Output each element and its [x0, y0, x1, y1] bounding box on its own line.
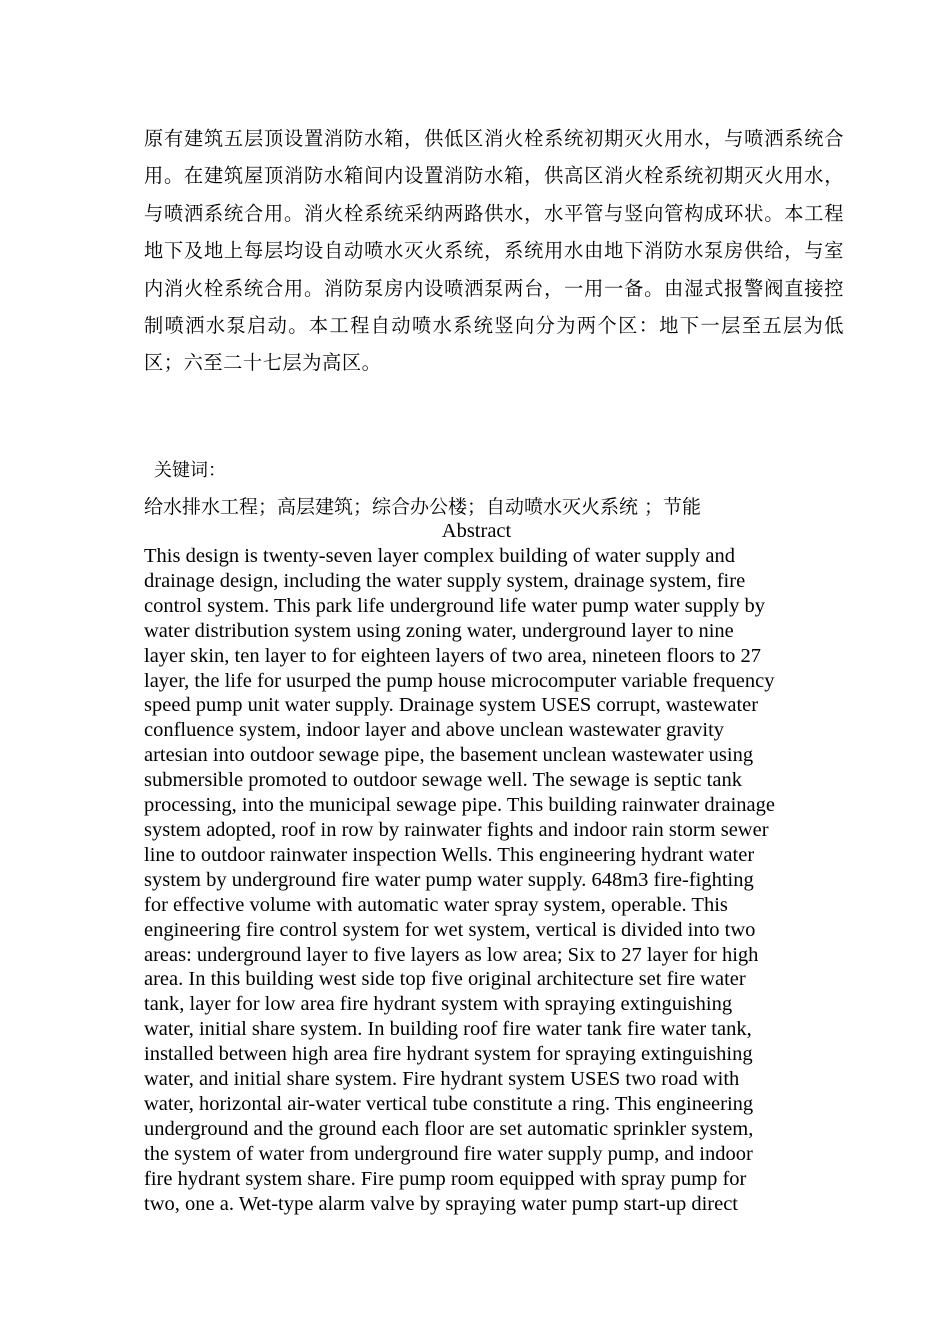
abstract-line: control system. This park life underground life water pump water supply by [144, 594, 765, 617]
abstract-line: This design is twenty-seven layer complex building of water supply and [144, 545, 735, 567]
abstract-line: speed pump unit water supply. Drainage system USES corrupt, wastewater [144, 694, 759, 717]
abstract-line: areas: underground layer to five layers as low area; Six to 27 layer for high [144, 943, 759, 966]
abstract-line: fire hydrant system share. Fire pump room equipped with spray pump for [144, 1167, 747, 1190]
chinese-body-paragraph: 原有建筑五层顶设置消防水箱，供低区消火栓系统初期灭火用水，与喷洒系统合用。在建筑屋顶消防水箱间内设置消防水箱，供高区消火栓系统初期灭火用水，与喷洒系统合用。消火栓系统采纳两路供水，水平管与竖向管构成环状。本工程地下及地上每层均设自动喷水灭火系统，系统用水由地下消防水泵房供给，与室内消火栓系统合用。消防泵房内设喷洒泵两台，一用一备。由湿式报警阀直接控制喷洒水泵启动。本工程自动喷水系统竖向分为两个区：地下一层至五层为低区；六至二十七层为高区。 [144, 127, 844, 375]
abstract-line: installed between high area fire hydrant system for spraying extinguishing [144, 1043, 753, 1066]
abstract-line: line to outdoor rainwater inspection Wells. This engineering hydrant water [144, 843, 755, 866]
abstract-line: water, and initial share system. Fire hydrant system USES two road with [144, 1068, 740, 1091]
abstract-line: layer, the life for usurped the pump house microcomputer variable frequency [144, 669, 775, 692]
abstract-line: area. In this building west side top five original architecture set fire water [144, 968, 746, 991]
keywords-label: 关键词： [154, 460, 226, 481]
abstract-line: system by underground fire water pump water supply. 648m3 fire-fighting [144, 868, 754, 891]
abstract-line: two, one a. Wet-type alarm valve by spraying water pump start-up direct [144, 1192, 738, 1215]
abstract-line: tank, layer for low area fire hydrant system with spraying extinguishing [144, 993, 733, 1016]
abstract-line: underground and the ground each floor are set automatic sprinkler system, [144, 1117, 754, 1140]
abstract-line: artesian into outdoor sewage pipe, the basement unclean wastewater using [144, 744, 754, 767]
abstract-line: confluence system, indoor layer and above unclean wastewater gravity [144, 719, 725, 742]
abstract-line: the system of water from underground fire water supply pump, and indoor [144, 1142, 753, 1165]
abstract-line: water distribution system using zoning water, underground layer to nine [144, 619, 734, 642]
abstract-line: water, horizontal air-water vertical tube constitute a ring. This engineering [144, 1092, 754, 1115]
abstract-line: water, initial share system. In building roof fire water tank fire water tank, [144, 1018, 752, 1041]
abstract-title: Abstract [441, 520, 512, 542]
abstract-line: drainage design, including the water supply system, drainage system, fire [144, 569, 746, 592]
keywords-text: 给水排水工程；高层建筑；综合办公楼；自动喷水灭火系统 ；节能 [144, 496, 702, 518]
abstract-line: engineering fire control system for wet system, vertical is divided into two [144, 918, 756, 941]
abstract-line: for effective volume with automatic water spray system, operable. This [144, 893, 728, 916]
abstract-line: system adopted, roof in row by rainwater fights and indoor rain storm sewer [144, 818, 769, 841]
abstract-line: submersible promoted to outdoor sewage well. The sewage is septic tank [144, 769, 742, 792]
abstract-line: processing, into the municipal sewage pipe. This building rainwater drainage [144, 794, 775, 817]
abstract-line: layer skin, ten layer to for eighteen layers of two area, nineteen floors to 27 [144, 644, 762, 667]
abstract-body [144, 544, 844, 1216]
